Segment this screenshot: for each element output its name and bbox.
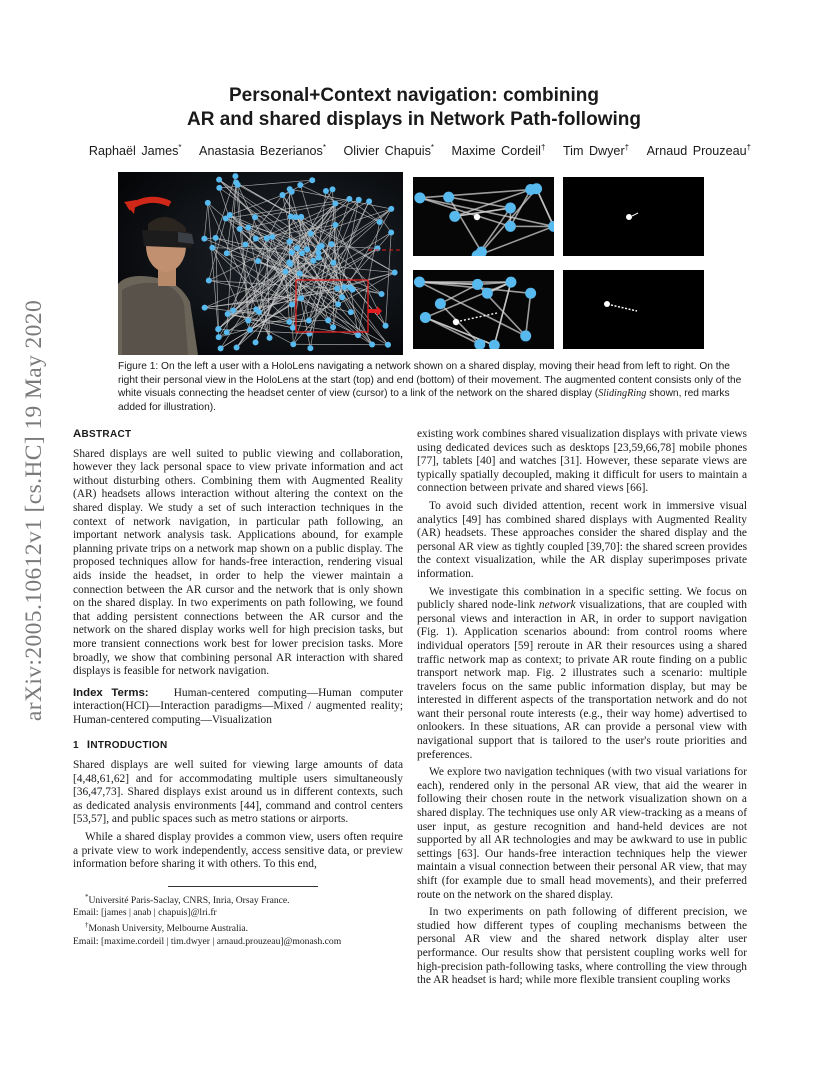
ar-overlay-end-panel — [563, 270, 704, 349]
network-node — [310, 258, 316, 264]
network-node — [356, 197, 362, 203]
network-node — [355, 332, 361, 338]
footnote-affiliation: *Université Paris-Saclay, CNRS, Inria, Orsay France. — [85, 892, 290, 906]
paper-title — [0, 84, 828, 132]
network-node — [289, 249, 295, 255]
index-terms — [73, 687, 403, 728]
ar-cursor-icon — [474, 214, 480, 220]
paper-title-line-1: Personal+Context navigation: combining — [228, 85, 600, 106]
network-node — [388, 230, 394, 236]
network-node — [286, 319, 292, 325]
network-node — [307, 345, 313, 351]
body-paragraph: existing work combines shared visualization displays with private views using dedicated devices such as desktops [23,59,66,78] mobile phones [77], tablets [40] and watches [31]. However, these separate views are typically spatially decoupled, making it difficult for users to maintain a connection between private and shared views [66]. — [417, 428, 747, 495]
network-node — [201, 236, 207, 242]
ar-cursor-icon — [626, 214, 632, 220]
network-node — [234, 344, 240, 350]
network-node — [330, 260, 336, 266]
body-paragraph: To avoid such divided attention, recent work in immersive visual analytics [49] has combined shared displays with Augmented Reality (AR) headsets. These approaches consider the shared display and the personal AR view as tightly coupled [39,70]: the shared screen provides the context visualization, while the AR display superimposes private information. — [417, 499, 747, 580]
network-node — [230, 307, 236, 313]
ar-view-start-panel — [413, 177, 554, 256]
network-node — [237, 226, 243, 232]
footnote-affiliation: †Monash University, Melbourne Australia. — [85, 921, 249, 935]
author — [647, 144, 751, 158]
author-affiliation-mark: † — [624, 143, 630, 152]
network-node — [227, 212, 233, 218]
network-node — [202, 305, 208, 311]
author-affiliation-mark: * — [178, 143, 182, 152]
network-node — [233, 180, 239, 186]
network-node — [298, 214, 304, 220]
author-affiliation-mark: † — [746, 143, 752, 152]
body-paragraph: In two experiments on path following of different precision, we studied how different types of coupling mechanisms between the personal AR view and the shared network display alter user performance. Our results show that persistent coupling works well for high-precision path-following tasks, where controlling the view through the AR headset is hard; while more flexible transient coupling works — [417, 906, 747, 987]
figure-ar-view-end — [413, 270, 554, 349]
network-node — [316, 255, 322, 261]
ar-cursor-icon — [453, 319, 459, 325]
network-node — [472, 279, 483, 290]
author-affiliation-mark: * — [322, 143, 326, 152]
network-node — [297, 182, 303, 188]
network-node — [335, 301, 341, 307]
index-terms-label: Index Terms: — [73, 686, 149, 699]
figure-ar-overlay-start — [563, 177, 704, 256]
network-node — [216, 185, 222, 191]
network-node — [299, 250, 305, 256]
network-node — [293, 214, 299, 220]
network-node — [334, 286, 340, 292]
network-node — [319, 243, 325, 249]
network-node — [253, 236, 259, 242]
network-node — [213, 235, 219, 241]
network-node — [283, 269, 289, 275]
network-node — [253, 306, 259, 312]
arxiv-identifier-stamp — [17, 275, 53, 745]
network-node — [505, 221, 516, 232]
author — [452, 144, 546, 158]
author-name: Olivier Chapuis — [343, 144, 431, 158]
network-node — [308, 230, 314, 236]
italic-term: network — [538, 599, 576, 612]
figure-ar-view-start — [413, 177, 554, 256]
network-node — [377, 219, 383, 225]
network-node — [414, 276, 425, 287]
network-node — [505, 202, 516, 213]
arxiv-identifier-text: arXiv:2005.10612v1 [cs.HC] 19 May 2020 — [21, 299, 48, 721]
author — [89, 144, 182, 158]
network-node — [264, 235, 270, 241]
network-node — [287, 239, 293, 245]
left-column — [73, 428, 403, 948]
network-node — [232, 173, 238, 179]
figure-main-photo — [118, 172, 403, 355]
network-node — [216, 177, 222, 183]
network-node — [306, 318, 312, 324]
network-node — [215, 326, 221, 332]
network-node — [449, 211, 460, 222]
network-node — [279, 192, 285, 198]
network-node — [369, 341, 375, 347]
ar-cursor-icon — [604, 301, 610, 307]
network-node — [385, 342, 391, 348]
network-node — [206, 277, 212, 283]
figure-caption-tail: shown, red marks added for illustration). — [118, 388, 730, 413]
author — [199, 144, 326, 158]
network-node — [290, 341, 296, 347]
abstract-heading: ABSTRACT — [73, 428, 132, 440]
author-name: Raphaël James — [88, 144, 179, 158]
network-node — [341, 284, 347, 290]
network-node — [329, 241, 335, 247]
network-node — [531, 183, 542, 194]
introduction-paragraph: While a shared display provides a common view, users often require a private view to work independently, access sensitive data, or preview information before sharing it with others. To this end, — [73, 831, 403, 871]
network-node — [218, 345, 224, 351]
ar-overlay-start-panel — [563, 177, 704, 256]
network-node — [255, 258, 261, 264]
network-node — [525, 288, 536, 299]
network-node — [247, 327, 253, 333]
shared-display-network-photo — [118, 172, 403, 355]
network-node — [297, 271, 303, 277]
network-node — [366, 198, 372, 204]
network-node — [392, 270, 398, 276]
network-node — [216, 334, 222, 340]
network-node — [304, 246, 310, 252]
author-name: Maxime Cordeil — [451, 144, 541, 158]
network-node — [245, 318, 251, 324]
network-node — [224, 250, 230, 256]
network-node — [289, 302, 295, 308]
network-node — [269, 234, 275, 240]
footnotes — [73, 891, 403, 948]
network-node — [245, 225, 251, 231]
network-node — [505, 277, 516, 288]
network-node — [379, 291, 385, 297]
network-node — [346, 196, 352, 202]
network-node — [224, 329, 230, 335]
network-node — [290, 325, 296, 331]
ar-view-end-panel — [413, 270, 554, 349]
network-node — [520, 330, 531, 341]
network-node — [242, 241, 248, 247]
footnote-email: Email: [james | anab | chapuis]@lri.fr — [73, 907, 217, 919]
network-node — [325, 317, 331, 323]
network-node — [347, 284, 353, 290]
introduction-paragraph: Shared displays are well suited for viewing large amounts of data [4,48,61,62] and for accommodating multiple users simultaneously [36,47,73]. Shared displays exist around us in different contexts, such as dedicated analysis environments [44], command and control centers [53,57], and public spaces such as metro stations or airports. — [73, 759, 403, 826]
footnote-email: Email: [maxime.cordeil | tim.dwyer | arnaud.prouzeau]@monash.com — [73, 935, 342, 947]
author-name: Tim Dwyer — [562, 144, 625, 158]
figure-ar-overlay-end — [563, 270, 704, 349]
body-paragraph: We explore two navigation techniques (with two visual variations for each), rendered only in the personal AR view, that aid the wearer in following their chosen route in the network visualization shown on a shared display. The techniques use only AR view-tracking as a means of user input, as gesture recognition and hand-held devices are not supported by all AR technologies and may be awkward to use in public settings [63]. Our hands-free interaction techniques help the viewer maintain a visual connection between their personal AR view, that may shift (for example due to small head movements), and their preferred route on the network on the shared display. — [417, 766, 747, 901]
author-name: Anastasia Bezerianos — [199, 144, 323, 158]
network-node — [309, 177, 315, 183]
network-node — [298, 295, 304, 301]
network-node — [443, 192, 454, 203]
technique-name-italic: SlidingRing — [598, 388, 647, 399]
network-node — [330, 186, 336, 192]
network-node — [267, 335, 273, 341]
author-affiliation-mark: † — [540, 143, 546, 152]
network-node — [225, 311, 231, 317]
network-node — [330, 324, 336, 330]
network-node — [414, 192, 425, 203]
network-node — [348, 309, 354, 315]
network-node — [252, 214, 258, 220]
network-node — [339, 294, 345, 300]
network-node — [286, 259, 292, 265]
network-node — [420, 312, 431, 323]
network-node — [205, 200, 211, 206]
author-affiliation-mark: * — [430, 143, 434, 152]
author-name: Arnaud Prouzeau — [646, 144, 747, 158]
network-node — [482, 288, 493, 299]
network-node — [287, 186, 293, 192]
network-node — [332, 222, 338, 228]
author-list — [70, 143, 770, 158]
network-node — [323, 188, 329, 194]
network-node — [332, 200, 338, 206]
network-node — [383, 323, 389, 329]
figure-caption-text: Figure 1: On the left a user with a HoloLens navigating a network shown on a shared display, moving their head from left to right. On the right their personal view in the HoloLens at the start (top) and end (bottom) of their movement. The augmented content consists only of the white visuals connecting the headset center of view (cursor) to a link of the network on the shared display ( — [118, 361, 742, 399]
author — [343, 144, 434, 158]
introduction-heading: 1 INTRODUCTION — [73, 739, 168, 752]
index-terms-text: Human-centered computing—Human computer interaction(HCI)—Interaction paradigms—Mixed / augmented reality; Human-centered computing—Visualization — [73, 686, 403, 726]
body-paragraph: We investigate this combination in a specific setting. We focus on publicly shared node-link network visualizations, that are coupled with personal views and interaction in AR, in order to support navigation (Fig. 1). Application scenarios abound: from control rooms where individual operators [59] reroute in AR their resources using a shared traffic network map as context; to private AR route finding on a public transport network map. Fig. 2 illustrates such a scenario: multiple travelers focus on the same public information display, but may be interested in different aspects of the transportation network and do not want their personal route interests (e.g., their way home) advertised to onlookers. In these situations, AR can provide a personal view with navigational support that is tailored to the user's route priorities and preferences. — [417, 585, 747, 761]
paper-title-line-2: AR and shared displays in Network Path-following — [187, 109, 641, 130]
network-node — [209, 245, 215, 251]
network-node — [435, 298, 446, 309]
right-column — [417, 428, 747, 992]
network-node — [388, 206, 394, 212]
footnote-divider — [168, 886, 318, 887]
network-node — [294, 245, 300, 251]
abstract-text: Shared displays are well suited to public viewing and collaboration, however they lack personal space to view private information and act without disturbing others. Combining them with Augmented Reality (AR) headsets allows interaction without altering the context on the shared display. We study a set of such interaction techniques in the context of network navigation, in particular path following, an important network analysis task. Applications abound, for example planning private trips on a network map shown on a public display. The proposed techniques allow for hands-free interaction, rendering visual aids inside the headset, in order to help the viewer maintain a connection between the AR cursor and the network that is only shown on the shared display. In two experiments on path following, we found that adding persistent connections between the AR cursor and the network on the shared display works well for high precision tasks, but more transient connections work best for lower precision tasks. More broadly, we show that combining personal AR interaction with shared displays is feasible for network navigation. — [73, 447, 403, 678]
figure-caption — [118, 360, 743, 414]
author — [563, 144, 629, 158]
network-node — [253, 339, 259, 345]
